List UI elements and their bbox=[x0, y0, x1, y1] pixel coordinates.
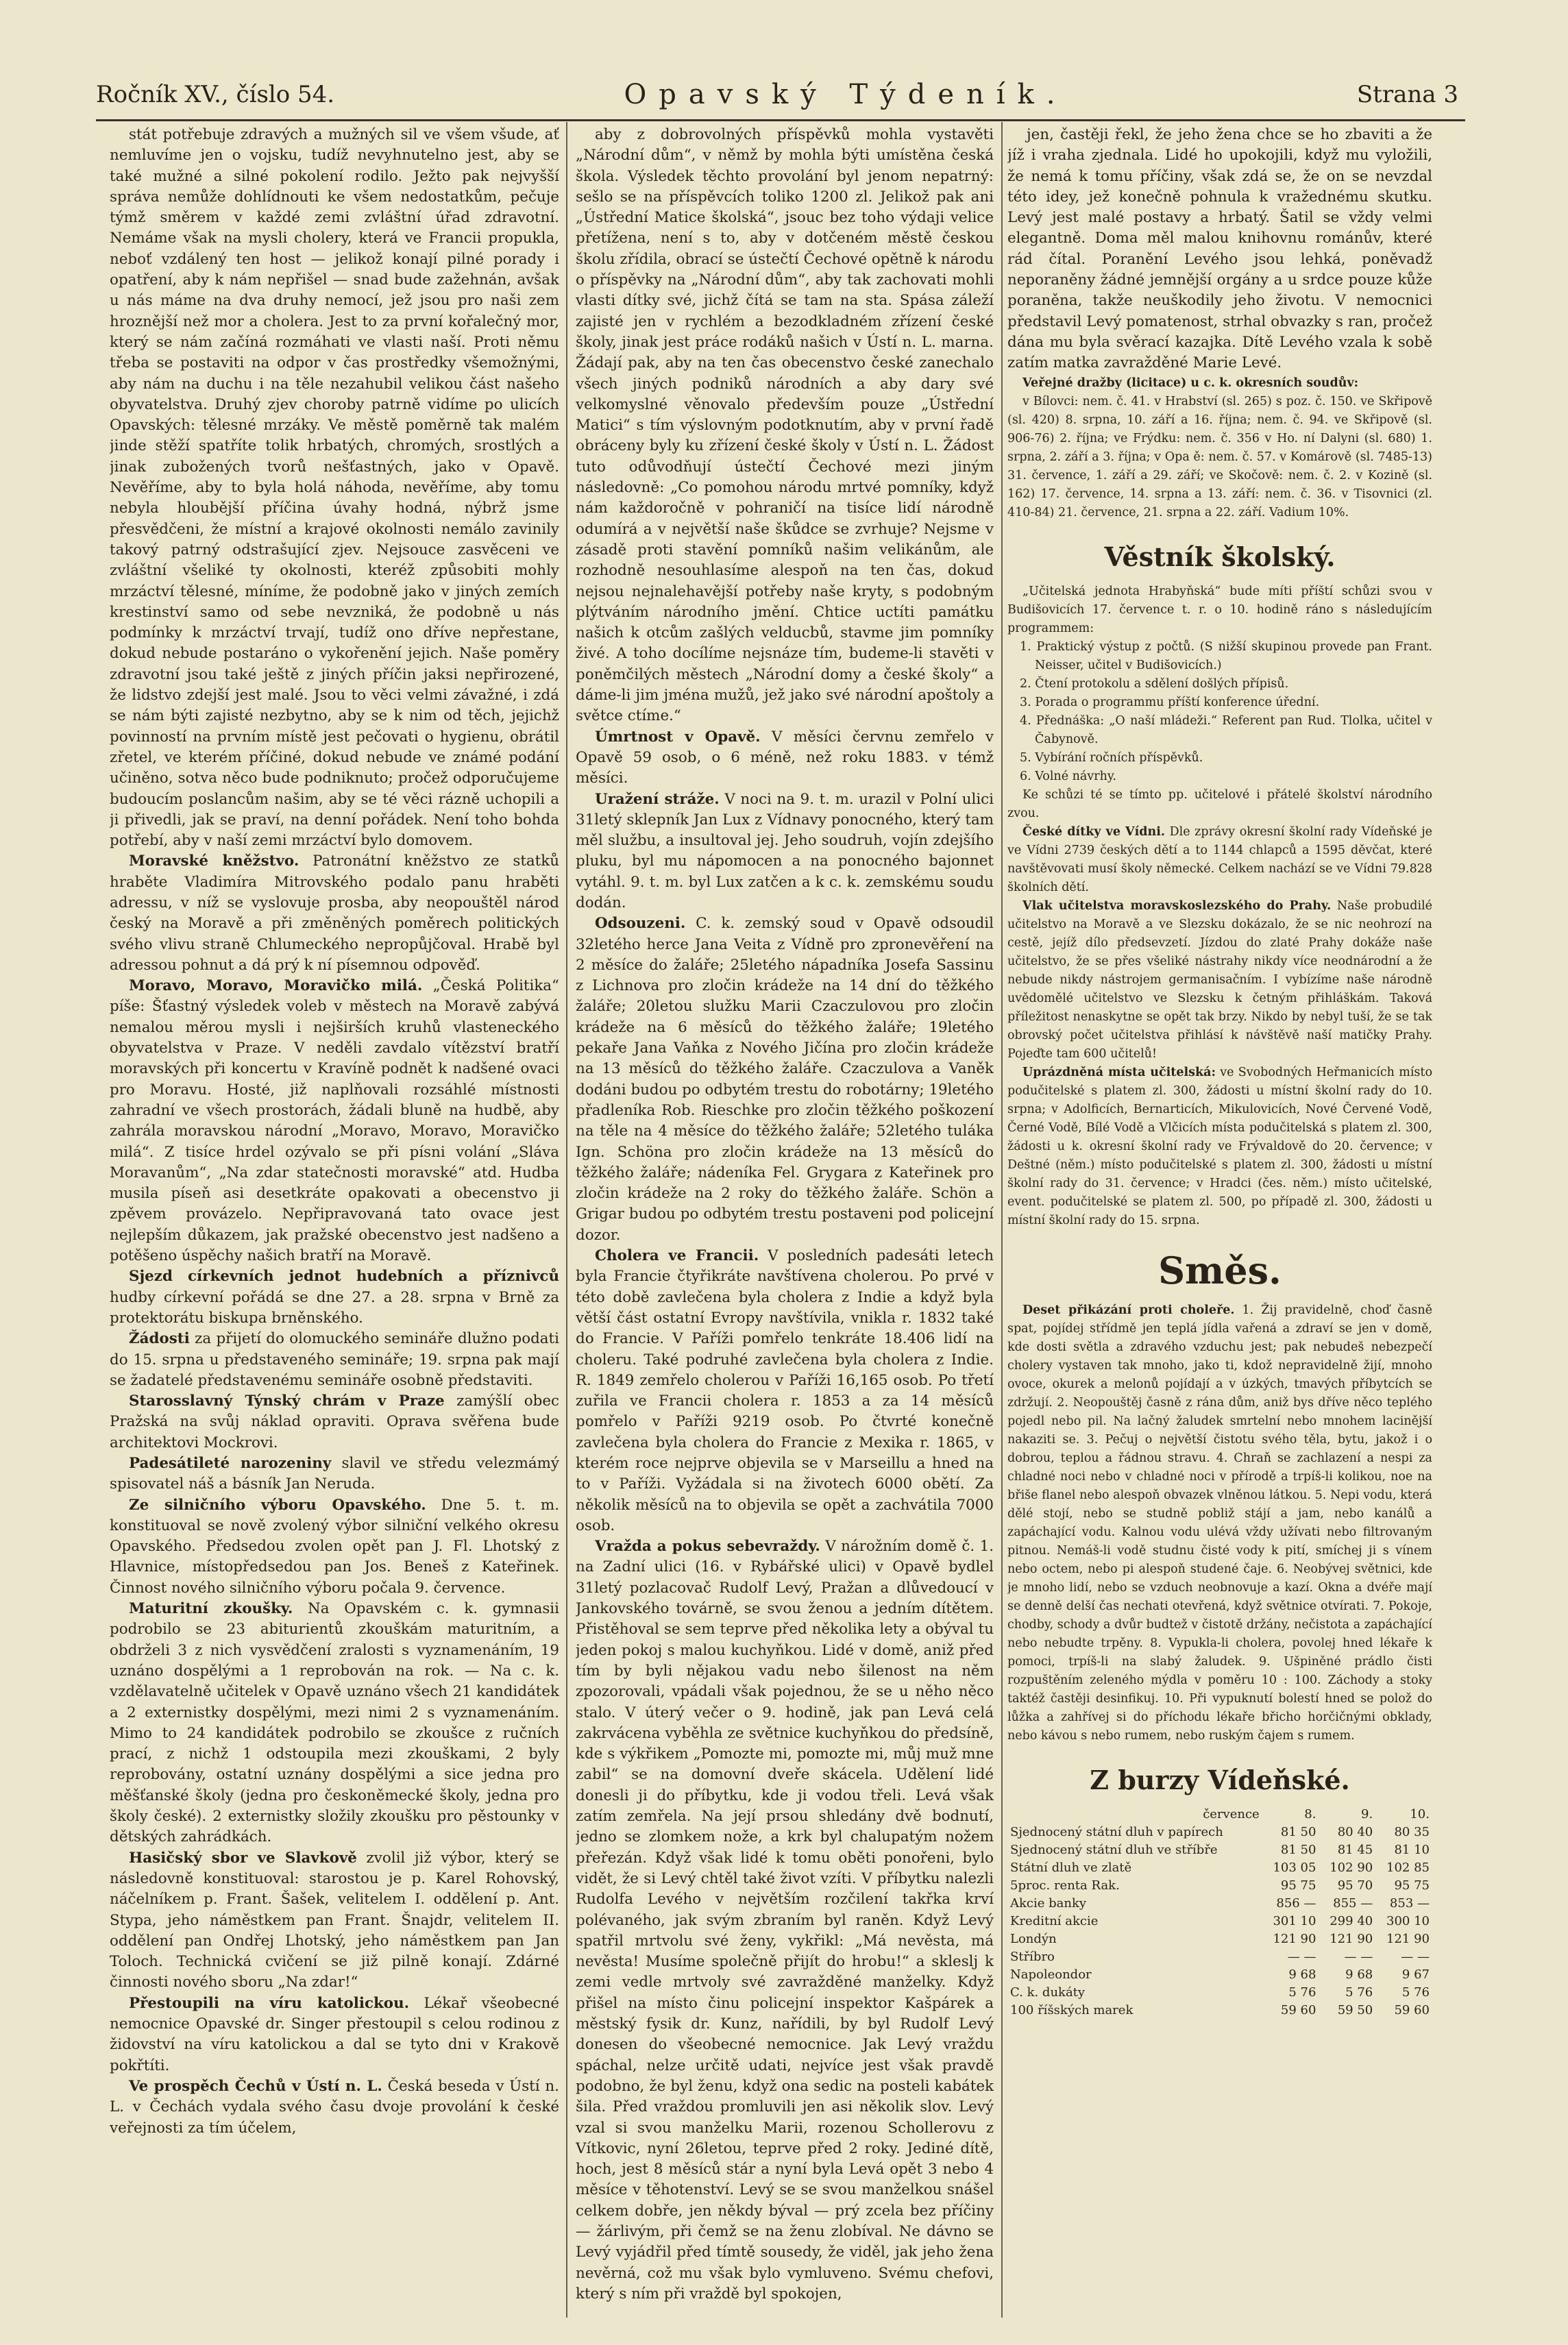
article-continuation bbox=[1007, 125, 1432, 374]
article-text: Naše probudilé učitelstvo na Moravě a ve Slezsku dokázalo, že se nic neohrozí na cestě, jejíž dílo předsevzetí. Jízdou do zlaté Prahy dokáže naše učitelstvo, že se přes všeliké nástrahy nikdy více neodnárodní a že nebude nikdy nástrojem germanisačním. I vybízíme naše národně uvědomělé učitelstvo ve Slezsku k četným přihláškám. Taková příležitost nenaskytne se opět tak brzy. Nikdo by nebyl tuší, že se tak obrovský počet učitelstva přihlásí k návštěvě naší matičky Prahy. Pojeďte tam 600 učitelů! bbox=[1007, 898, 1432, 1061]
column-divider bbox=[1001, 122, 1003, 2318]
price-cell: — — bbox=[1287, 1949, 1316, 1964]
miscellany bbox=[1007, 1301, 1432, 1745]
price-cell: 121 90 bbox=[1386, 1931, 1430, 1946]
article-heading: Uprázdněná místa učitelská: bbox=[1022, 1065, 1216, 1079]
article-heading: Žádosti bbox=[129, 1330, 190, 1348]
article-text: Česká beseda v Ústí n. L. v Čechách vydala svého času dvoje provolání k české veřejnosti za tím účelem, bbox=[110, 2077, 559, 2137]
program-item: 6. Volné návrhy. bbox=[1020, 769, 1116, 783]
article-text: V měsíci červnu zemřelo v Opavě 59 osob, o 6 méně, než roku 1883. v témž měsíci. bbox=[576, 728, 994, 787]
security-name: Kreditní akcie bbox=[1010, 1913, 1099, 1928]
program-item: 3. Porada o programmu příští konference úřední. bbox=[1020, 695, 1320, 709]
price-cell: 59 50 bbox=[1337, 2002, 1373, 2017]
security-name: 100 říšských marek bbox=[1010, 2002, 1134, 2017]
price-cell: 9 68 bbox=[1288, 1967, 1316, 1982]
price-cell: 81 10 bbox=[1394, 1842, 1430, 1857]
page-header bbox=[96, 75, 1458, 114]
article-text: jen, častěji řekl, že jeho žena chce se ho zbaviti a že jíž i vraha zjednala. Lidé ho upokojili, když mu vyložili, že nemá k tomu příčiny, však zdá se, že on se nevzdal této idey, jež konečně pohnula k vražednému skutku. Levý jest malé postavy a hrbatý. Šatil se vždy velmi elegantně. Doma měl malou knihovnu románův, které rád čítal. Poranění Levého jsou lehká, poněvadž neporaněny žádné jemnější orgány a u srdce pouze kůže poraněna, takže neuškodily jeho životu. V nemocnici představil Levý pomatenost, strhal obvazky s ran, pročež dána mu byla svěrací kazajka. Dítě Levého vzala k sobě zatím matka zavražděné Marie Levé. bbox=[1007, 126, 1432, 372]
article bbox=[110, 1391, 559, 1453]
price-cell: 103 05 bbox=[1273, 1860, 1316, 1875]
stock-table-header bbox=[1007, 1806, 1432, 1824]
price-cell: 301 10 bbox=[1273, 1913, 1316, 1928]
article-text: stát potřebuje zdravých a mužných sil ve všem všude, ať nemluvíme jen o vojsku, tudíž nevyhnutelno jest, aby se také mužné a silné pokolení rodilo. Ježto pak nejvyšší správa nemůže dohlídnouti ke všem nedostatkům, pečuje týmž směrem v každé zemi zvláštní úřad zdravotní. Nemáme však na mysli cholery, která ve Francii propukla, neboť vzdálený ten host — jelikož konají pilné porady i opatření, aby k nám nepřišel — snad bude zažehnán, avšak u nás máme na dva druhy nemocí, jež jsou pro naši zem hroznější než mor a cholera. Jest to za první kořalečný mor, který se nám začíná rozmáhati ve vlasti naší. Proti němu třeba se postaviti na odpor v čas prostředky všemožnými, aby nám na duchu i na těle nezahubil velikou část našeho obyvatelstva. Druhý zjev choroby patrně vidíme po ulicích Opavských: tělesné mrzáky. Ve městě poměrně tak malém jinde stěží spatříte tolik hrbatých, chromých, srostlých a jinak zubožených tvorů nešťastných, jako v Opavě. Nevěříme, aby to byla holá náhoda, nevěříme, aby tomu nebyla hloubější příčina úvahy hodná, nýbrž jsme přesvědčeni, že místní a krajové okolnosti nemálo zavinily takový patrný odstrašující zjev. Nejsouce zasvěceni ve zvláštní všeliké ty okolnosti, kteréž způsobiti mohly mrzáctví tělesné, míníme, že podobně jako v jiných zemích krestinství samo od sebe nevzniká, že podobně u nás podmínky k mrzáctví trvají, tudíž ono dříve nepřestane, dokud nebude postaráno o vykořenění jejich. Naše poměry zdravotní jsou také ještě z jiných příčin jaksi nepřirozené, že lidstvo zdejší jest malé. Jsou to věci velmi závažné, i zdá se nám býti zajisté nezbytno, aby se k nim od těch, jejichž povinností na prvním místě jest pečovati o hygienu, obrátil zřetel, ve kterém příčiné, dokud nebude ve známé podání učiněno, sotva něco bude podniknuto; pročež odporučujeme budoucím poslancům našim, aby se té věci rázně uchopili a ji přivedli, jak se praví, na denní pořádek. Není toho bohda potřebí, aby v naší zemi mrzáctví bylo domovem. bbox=[110, 126, 559, 850]
price-cell: 121 90 bbox=[1273, 1931, 1316, 1946]
price-cell: 9 67 bbox=[1401, 1967, 1430, 1982]
table-row bbox=[1007, 2002, 1432, 2019]
article-text: „Česká Politika“ píše: Šťastný výsledek voleb v městech na Moravě zabývá nemalou měrou mysli i nejširších kruhů vlasteneckého obyvatelstva v Praze. V neděli zavdalo vítězství bratří moravských při koncertu v Kravíně podnět k nadšené ovaci pro Moravu. Hosté, již naplňovali rozsáhlé místnosti zahradní ve všech prostorách, žádali bluně na hudbě, aby zahrála moravskou národní „Moravo, Moravo, Moravičko milá“. Z tisíce hrdel ozývalo se při písni volání „Sláva Moravanům“, „Na zdar statečnosti moravské“ atd. Hudba musila píseň asi desetkráte opakovati a obecenstvo ji zpěvem provázelo. Nepřipravovaná tato ovace jest nejlepším důkazem, jak pražské obecenstvo jest nadšeno a potěšeno úspěchy našich bratří na Moravě. bbox=[110, 977, 559, 1265]
article-text: ve Svobodných Heřmanicích místo podučitelské s platem zl. 300, žádosti u místní školní rady do 10. srpna; v Adolficích, Bernarticích, Mikulovicích, Nové Červené Vodě, Černé Vodě, Bílé Vodě a Vlčicích místa podučitelská s platem zl. 300, žádosti u k. okresní školní rady ve Frývaldově do 20. července; v Deštné (něm.) místo podučitelské s platem zl. 300, žádosti u místní školní rady do 31. července; v Hradci (čes. něm.) místo učitelské, event. podučitelské se platem zl. 500, po případě zl. 300, žádosti u místní školní rady do 15. srpna. bbox=[1007, 1065, 1432, 1227]
article-heading: Vražda a pokus sebevraždy. bbox=[595, 1538, 820, 1556]
security-name: Státní dluh ve zlatě bbox=[1010, 1860, 1132, 1875]
article-text: zvolil již výbor, který se následovně konstituoval: starostou je p. Karel Rohovský, náčelníkem p. Frant. Šašek, velitelem I. oddělení p. Ant. Stypa, jeho náměstkem pan Frant. Šnajdr, velitelem II. oddělení pan Ondřej Lhotský, jeho náměstkem pan Jan Toloch. Technická cvičení se již pilně konají. Zdárné činnosti nového sboru „Na zdar!“ bbox=[110, 1849, 559, 1991]
article-text: 1. Žij pravidelně, choď časně spat, pojídej střídmě jen teplá jídla vařená a zdraví se jen v domě, kde dosti světla a zdravého vzduchu jest; pak nebudeš nebezpečí cholery vystaven tak mnoho, jako ti, kdož nepravidelně žijí, mnoho ovoce, okurek a melonů pojídají a v úzkých, tmavých příbytcích se zdržují. 2. Neopouštěj časně z rána dům, aniž bys dříve něco teplého pojedl nebo pil. Na lačný žaludek smrtelní nebo mnohem lacinější nakaziti se. 3. Pečuj o největší čistotu svého těla, bytu, jakož i o dobrou, teplou a řádnou stravu. 4. Chraň se zachlazení a nespi za chladné noci nebo v chladné noci v přírodě a trpíš-li kolikou, noe na břiše flanel nebo alespoň obvazek vlněnou látkou. 5. Nepi vodu, která dělé stojí, nebo se studně pobliž stájí a jam, nebo kanálů a zapáchající vodu. Kalnou vodu ulévá vždy užívati nebo filtrovaným pitnou. Nemáš-li vodě studnu čisté vody k pití, smíchej ji s vínem nebo octem, nebo pi alespoň studené čaje. 6. Neobývej světnici, kde je mnoho lidí, nebo se vzduch neobnovuje a kazí. Okna a dvéře mají se denně delší čas nechati otevřená, když světnice otvírati. 7. Pokoje, chodby, schody a dvůr budtež v čistotě držány, nečistota a zapáchající nebo nebudte trpěny. 8. Vypukla-li cholera, povolej hned lékaře k pomoci, trpíš-li na slabý žaludek. 9. Ušpiněné prádlo čisti rozpuštěním zeleného mýdla v poměru 10 : 100. Záchody a stoky taktéž častěji desinfikuj. 10. Při vypuknutí bolestí hned se polož do lůžka a zahřívej si do příchodu lékaře břicho horčičnými obklady, nebo kávou s nebo rumem, nebo ruským čajem s rumem. bbox=[1007, 1303, 1432, 1743]
table-row bbox=[1007, 1984, 1432, 2002]
price-cell: — — bbox=[1401, 1949, 1430, 1964]
security-name: Akcie banky bbox=[1010, 1895, 1087, 1911]
security-name: Stříbro bbox=[1010, 1949, 1055, 1964]
price-cell: 81 50 bbox=[1280, 1824, 1316, 1839]
day-column-header: 9. bbox=[1361, 1806, 1373, 1821]
price-cell: 9 68 bbox=[1345, 1967, 1373, 1982]
article bbox=[576, 913, 994, 1246]
article bbox=[110, 2076, 559, 2139]
article bbox=[576, 1246, 994, 1536]
school-bulletin-heading: Věstník školský. bbox=[1104, 541, 1336, 572]
table-row bbox=[1007, 1841, 1432, 1859]
price-cell: 853 — bbox=[1389, 1895, 1430, 1911]
article-text: Na Opavském c. k. gymnasii podrobilo se 23 abiturientů zkouškám maturitním, a obdrželi 3 z nich vysvědčení zralosti s vyznamenáním, 19 uznáno dospělými a 1 reprobován na rok. — Na c. k. vzdělavatelně učitelek v Opavě uznáno všech 21 kandidátek a 2 externistky dospělými, mezi nimi 2 s vyznamenáním. Mimo to 24 kandidátek podrobilo se zkoušce z ručních prací, z nichž 1 odstoupila mezi zkouškami, 2 byly reprobovány, ostatní uznány dospělými a sice jedna pro měšťanské školy (jedna pro českoněmecké školy, jedna pro školy české). 2 externistky složily zkoušku pro pěstounky v dětských zahrádkách. bbox=[110, 1600, 559, 1846]
day-column-header: 8. bbox=[1304, 1806, 1316, 1821]
school-bulletin bbox=[1007, 582, 1432, 1230]
table-row bbox=[1007, 1913, 1432, 1930]
article-heading: Odsouzeni. bbox=[595, 915, 686, 933]
price-cell: 81 50 bbox=[1280, 1842, 1316, 1857]
table-row bbox=[1007, 1930, 1432, 1948]
article-heading: Padesátileté narozeniny bbox=[129, 1455, 332, 1472]
price-cell: 102 85 bbox=[1386, 1860, 1430, 1875]
article-heading: Moravské kněžstvo. bbox=[129, 852, 299, 870]
article-text: V posledních padesáti letech byla Francie čtyřikráte navštívena cholerou. Po prvé v této době zavlečena byla cholera z Indie a když byla větší část ostatní Evropy navštívila, vnikla r. 1832 také do Francie. V Paříži pomřelo tenkráte 18.406 lidí na choleru. Také podruhé zavlečena byla cholera z Indie. R. 1849 zemřelo cholerou v Paříži 16,165 osob. Po třetí zuřila ve Francii cholera r. 1853 a za 14 měsíců pomřelo v Paříži 9219 osob. Po čtvrté konečně zavlečena byla cholera do Francie z Mexika r. 1865, v kterém roce nejprve objevila se v Marseillu a hned na to v Paříži. Vyžádala si na životech 6000 obětí. Za několik měsíců na to objevila se opět a zachvátila 7000 osob. bbox=[576, 1247, 994, 1534]
article-heading: Ze silničního výboru Opavského. bbox=[129, 1496, 426, 1514]
article-heading: Přestoupili na víru katolickou. bbox=[129, 1994, 410, 2012]
article-text: hudby církevní pořádá se dne 27. a 28. srpna v Brně za protektorátu biskupa brněnského. bbox=[110, 1288, 559, 1327]
price-cell: 300 10 bbox=[1386, 1913, 1430, 1928]
price-cell: 95 75 bbox=[1280, 1878, 1316, 1893]
article bbox=[1007, 823, 1432, 897]
article-heading: Úmrtnost v Opavě. bbox=[595, 728, 761, 746]
article-text: C. k. zemský soud v Opavě odsoudil 32letého herce Jana Veita z Vídně pro zpronevěření na 2 měsíce do žaláře; 25letého nápadníka Josefa Sassinu z Lichnova pro zločin krádeže na 14 dní do těžkého žaláře; 20letou služku Marii Czaczulovou pro zločin krádeže na 6 měsíců do těžkého žaláře; 19letého pekaře Jana Vaňka z Nového Jičína pro zločin krádeže na 13 měsíců do těžkého žaláře. Czaczulova a Vaněk dodáni budou po odbytém trestu do robotárny; 19letého přadleníka Rob. Rieschke pro zločin těžkého poškození na těle na 4 měsíce do těžkého žaláře; 52letého tuláka Ign. Schöna pro zločin krádeže na 13 měsíců do těžkého žaláře; nádeníka Fel. Grygara z Kateřinek pro zločin krádeže na 2 roky do těžkého žaláře. Schön a Grigar budou po odbytém trestu postaveni pod policejní dozor. bbox=[576, 915, 994, 1244]
price-cell: 299 40 bbox=[1330, 1913, 1373, 1928]
page-number: Strana 3 bbox=[1356, 81, 1458, 108]
article bbox=[576, 789, 994, 914]
article-heading: Deset přikázání proti choleře. bbox=[1022, 1303, 1235, 1317]
price-cell: 5 76 bbox=[1288, 1985, 1316, 2000]
article-heading: Uražení stráže. bbox=[595, 790, 720, 808]
price-cell: — — bbox=[1344, 1949, 1373, 1964]
auctions-text: v Bílovci: nem. č. 41. v Hrabství (sl. 265) s poz. č. 150. ve Skřipově (sl. 420) 8. srpna, 10. září a 16. října; nem. č. 94. ve Skřipově (sl. 906-76) 2. října; ve Frýdku: nem. č. 356 v Ho. ní Dalyni (sl. 680) 1. srpna, 2. září a 3. října; v Opa ě: nem. č. 57. v Komárově (sl. 7485-13) 31. července, 1. září a 29. září; ve Skočově: nem. č. 2. v Kozině (sl. 162) 17. července, 14. srpna a 13. září: nem. č. 36. v Tisovnici (zl. 410-84) 21. července, 21. srpna a 22. září. Vadium 10%. bbox=[1007, 394, 1432, 519]
program-item: 5. Vybírání ročních příspěvků. bbox=[1020, 750, 1203, 765]
article bbox=[110, 1453, 559, 1495]
article bbox=[110, 976, 559, 1266]
table-row bbox=[1007, 1948, 1432, 1966]
security-name: Sjednocený státní dluh ve stříbře bbox=[1010, 1842, 1218, 1857]
price-cell: 121 90 bbox=[1330, 1931, 1373, 1946]
price-cell: 95 70 bbox=[1337, 1878, 1373, 1893]
price-cell: 5 76 bbox=[1345, 1985, 1373, 2000]
article-text: za přijetí do olomuckého semináře dlužno podati do 15. srpna u představeného semináře; 19. srpna pak mají se žadatelé představenému semináře osobně představiti. bbox=[110, 1330, 559, 1389]
security-name: Napoleondor bbox=[1010, 1967, 1092, 1982]
article bbox=[1007, 125, 1432, 374]
column-middle bbox=[576, 125, 994, 2318]
column-divider bbox=[566, 122, 567, 2318]
article-text: slavil ve středu velezmámý spisovatel náš a básník Jan Neruda. bbox=[110, 1455, 559, 1493]
masthead-title: Opavský Týdeník. bbox=[624, 79, 1068, 110]
stock-exchange-heading: Z burzy Vídeňské. bbox=[1090, 1764, 1350, 1795]
article-heading: Moravo, Moravo, Moravičko milá. bbox=[129, 977, 423, 995]
security-name: 5proc. renta Rak. bbox=[1010, 1878, 1120, 1893]
price-cell: 80 40 bbox=[1337, 1824, 1373, 1839]
table-row bbox=[1007, 1824, 1432, 1841]
school-intro: „Učitelská jednota Hrabyňská“ bude míti příští schůzi svou v Budišovicích 17. července t. r. o 10. hodině ráno s následujícím programmem: bbox=[1007, 584, 1432, 635]
stock-exchange-table bbox=[1007, 1806, 1432, 2019]
auctions-section bbox=[1007, 374, 1432, 522]
article bbox=[110, 1848, 559, 1993]
program-item: 1. Praktický výstup z počtů. (S nižší skupinou provede pan Frant. Neisser, učitel v Budišovicích.) bbox=[1020, 639, 1432, 672]
price-cell: 81 45 bbox=[1337, 1842, 1373, 1857]
price-cell: 95 75 bbox=[1394, 1878, 1430, 1893]
program-item: 4. Přednáška: „O naší mládeži.“ Referent pan Rud. Tlolka, učitel v Čabynově. bbox=[1020, 713, 1432, 746]
article-text: Dle zprávy okresní školní rady Vídeňské je ve Vídni 2739 českých dětí a to 1144 chlapců a 1595 děvčat, které navštěvovati musí školy německé. Celkem nachází se ve Vídni 79.828 školních dětí. bbox=[1007, 824, 1432, 894]
price-cell: 59 60 bbox=[1280, 2002, 1316, 2017]
article bbox=[576, 125, 994, 727]
article bbox=[110, 1599, 559, 1848]
program-item: 2. Čtení protokolu a sdělení došlých přípisů. bbox=[1020, 676, 1289, 691]
article-heading: Hasičský sbor ve Slavkově bbox=[129, 1849, 357, 1867]
column-left bbox=[110, 125, 559, 2318]
article-text: Lékař všeobecné nemocnice Opavské dr. Singer přestoupil s celou rodinou z židovství na víru katolickou a dal se tyto dni v Krakově pokřtíti. bbox=[110, 1994, 559, 2074]
article-heading: České dítky ve Vídni. bbox=[1022, 824, 1165, 839]
article-text: V nárožním domě č. 1. na Zadní ulici (16. v Rybářské ulici) v Opavě bydlel 31letý pozlacovač Rudolf Levý, Pražan a dlůvedoucí v Jankovského továrně, se svou ženou a jedním dítětem. Přistěhoval se sem teprve před několika lety a obýval tu jeden pokoj s malou kuchyňkou. Lidé v domě, aniž před tím by byli nějakou vadu nebo šilenost na něm zpozorovali, vpádali však pojednou, že se u něho něco stalo. V úterý večer o 9. hodině, jak pan Levá celá zakrvácena vyběhla ze světnice kuchyňkou do předsíně, kde s výkřikem „Pomozte mi, pomozte mi, můj muž mne zabil“ se na domovní dveře skácela. Udělení lidé donesli ji do příbytku, kde ji vodou třeli. Levá však zatím zemřela. Na její prsou shledány dvě bodnutí, jedno se zlomkem nože, a krk byl chalupatým nožem přeřezán. Když však lidé k tomu oběti ponořeni, bylo vidět, že si Levý chtěl také život vzíti. V příbytku nalezli Rudolfa Levého v největším rozčilení takřka krví polévaného, jak svým zbraním byl raněn. Když Levý spatřil mrtvolu své ženy, vykřikl: „Má nevěsta, má nevěsta! Musíme společně přijít do hrobu!“ a skleslj k zemi vedle mrtvoly své zavražděné manželky. Když přišel na místo činu policejní inspektor Kašpárek a městský fysik dr. Kunz, nařídili, by byl Rudolf Levý donesen do všeobecné nemocnice. Jak Levý vraždu spáchal, nelze určitě udati, nejvíce jest však pravdě podobno, že byl ženu, když ona sedic na posteli kabátek šila. Před vraždou promluvili jen asi několik slov. Levý vzal si svou manželku Marii, rozenou Schollerovu z Vítkovic, nyní 26letou, teprve před 2 roky. Jediné dítě, hoch, jest 8 měsíců stár a nyní byla Levá opět 3 nebo 4 měsíce v těhotenství. Levý se se svou manželkou snášel celkem dobře, jen někdy býval — prý zcela bez příčiny — žárlivým, při čemž se na ženu zlobíval. Ne dávno se Levý vyjádřil před tímtě sousedy, že viděl, jak jeho žena nevěrná, což mu však bylo vymluveno. Svému chefovi, který s ním při vraždě byl spokojen, bbox=[576, 1538, 994, 2303]
issue-number: Ročník XV., číslo 54. bbox=[96, 81, 335, 108]
article-heading: Sjezd církevních jednot hudebních a příznivců bbox=[129, 1268, 559, 1286]
article bbox=[110, 1495, 559, 1599]
article bbox=[110, 851, 559, 976]
table-row bbox=[1007, 1966, 1432, 1984]
program-list bbox=[1007, 638, 1432, 786]
article-heading: Starosslavný Týnský chrám v Praze bbox=[129, 1392, 445, 1410]
price-cell: 80 35 bbox=[1394, 1824, 1430, 1839]
month-label: července bbox=[1203, 1806, 1260, 1821]
column-right bbox=[1007, 125, 1432, 2318]
table-row bbox=[1007, 1895, 1432, 1913]
price-cell: 855 — bbox=[1333, 1895, 1373, 1911]
article-text: aby z dobrovolných příspěvků mohla vystavěti „Národní dům“, v němž by mohla býti umístěna česká škola. Výsledek těchto provolání byl jenom nepatrný: sešlo se na příspěvcích toliko 1200 zl. Jelikož pak ani „Ústřední Matice školská“, jsouc bez toho výdaji velice přetížena, není s to, aby v dotčeném městě českou školu zřídila, obrací se ústečtí Čechové opětně k národu o příspěvky na „Národní dům“, aby tak zachovati mohli vlasti dítky své, jichž čítá se tam na sta. Spása záleží zajisté jen v rychlém a bezodkladném zřízení české školy, jinak jest práce rodáků našich v Ústí n. L. marna. Žádají pak, aby na ten čas obecenstvo české zanechalo všech jiných podniků národních a aby dary své velkomyslné věnovalo především pouze „Ústřední Matici“ s tím výslovným podotknutím, aby v první řadě obráceny byly ku zřízení české školy v Ústí n. L. Žádost tuto odůvodňují ústečtí Čechové mezi jiným následovně: „Co pomohou národu mrtvé pomníky, když nám každoročně v pohraničí na tisíce lidí národně odumírá a v největší naše škůdce se zvrhuje? Nejsme v zásadě proti stavění pomníků našim velikánům, ale rozhodně nesouhlasíme alespoň na ten čas, dokud nejsou nejnalehavější potřeby naše kryty, s podobným plýtváním národního jmění. Chtice uctíti památku našich k otcům zašlých velducbů, stavme jim pomníky živé. A toho docílíme nejsnáze tím, budeme-li stavěti v poněmčilých městech „Národní domy a české školy“ a dáme-li jim jména mužů, jež jako své národní apoštoly a světce ctíme.“ bbox=[576, 126, 994, 725]
security-name: C. k. dukáty bbox=[1010, 1985, 1086, 2000]
auctions-lead: Veřejné dražby (licitace) u c. k. okresních soudův: bbox=[1022, 376, 1359, 390]
article bbox=[110, 1993, 559, 2076]
article-heading: Maturitní zkoušky. bbox=[129, 1600, 293, 1618]
price-cell: 856 — bbox=[1276, 1895, 1316, 1911]
day-column-header: 10. bbox=[1410, 1806, 1430, 1821]
article-text: Patronátní kněžstvo ze statků hraběte Vladimíra Mitrovského podalo panu hraběti adressu, v níž se vyslovuje prosba, aby neopouštěl národ český na Moravě a při změněných poměrech politických svého vlivu straně Chlumeckého nepropůjčoval. Hrabě byl adressou pohnut a dá prý k ní písemnou odpověď. bbox=[110, 852, 559, 974]
table-row bbox=[1007, 1859, 1432, 1877]
article bbox=[1007, 897, 1432, 1064]
miscellany-heading: Směs. bbox=[1158, 1248, 1282, 1292]
school-outro: Ke schůzi té se tímto pp. učitelové i přátelé školství národního zvou. bbox=[1007, 787, 1432, 820]
price-cell: 102 90 bbox=[1330, 1860, 1373, 1875]
article bbox=[110, 125, 559, 851]
article bbox=[110, 1329, 559, 1391]
price-cell: 5 76 bbox=[1401, 1985, 1430, 2000]
article bbox=[576, 1536, 994, 2305]
article bbox=[576, 727, 994, 789]
article bbox=[1007, 1064, 1432, 1230]
article-text: Dne 5. t. m. konstituoval se nově zvolený výbor silniční velkého okresu Opavského. Předsedou zvolen opět pan J. Fl. Lhotský z Hlavnice, místopředsedou pan Jos. Beneš z Kateřinek. Činnost nového silničního výboru počala 9. července. bbox=[110, 1496, 559, 1597]
article bbox=[110, 1266, 559, 1329]
table-row bbox=[1007, 1877, 1432, 1895]
security-name: Sjednocený státní dluh v papírech bbox=[1010, 1824, 1223, 1839]
article-heading: Ve prospěch Čechů v Ústí n. L. bbox=[129, 2077, 382, 2095]
article-heading: Vlak učitelstva moravskoslezského do Prahy. bbox=[1022, 898, 1332, 913]
security-name: Londýn bbox=[1010, 1931, 1057, 1946]
article-text: V noci na 9. t. m. urazil v Polní ulici 31letý sklepník Jan Lux z Vídnavy ponocného, který tam měl službu, a insultoval jej. Jeho soudruh, vojín zdejšího pluku, byl mu nápomocen a na ponocného bajonnet vytáhl. 9. t. m. byl Lux zatčen a k c. k. zemskému soudu dodán. bbox=[576, 790, 994, 911]
price-cell: 59 60 bbox=[1394, 2002, 1430, 2017]
article-heading: Cholera ve Francii. bbox=[595, 1247, 759, 1265]
header-rule bbox=[96, 119, 1465, 121]
article-text: zamýšlí obec Pražská na svůj náklad opraviti. Oprava svěřena bude architektovi Mockrovi. bbox=[110, 1392, 559, 1451]
